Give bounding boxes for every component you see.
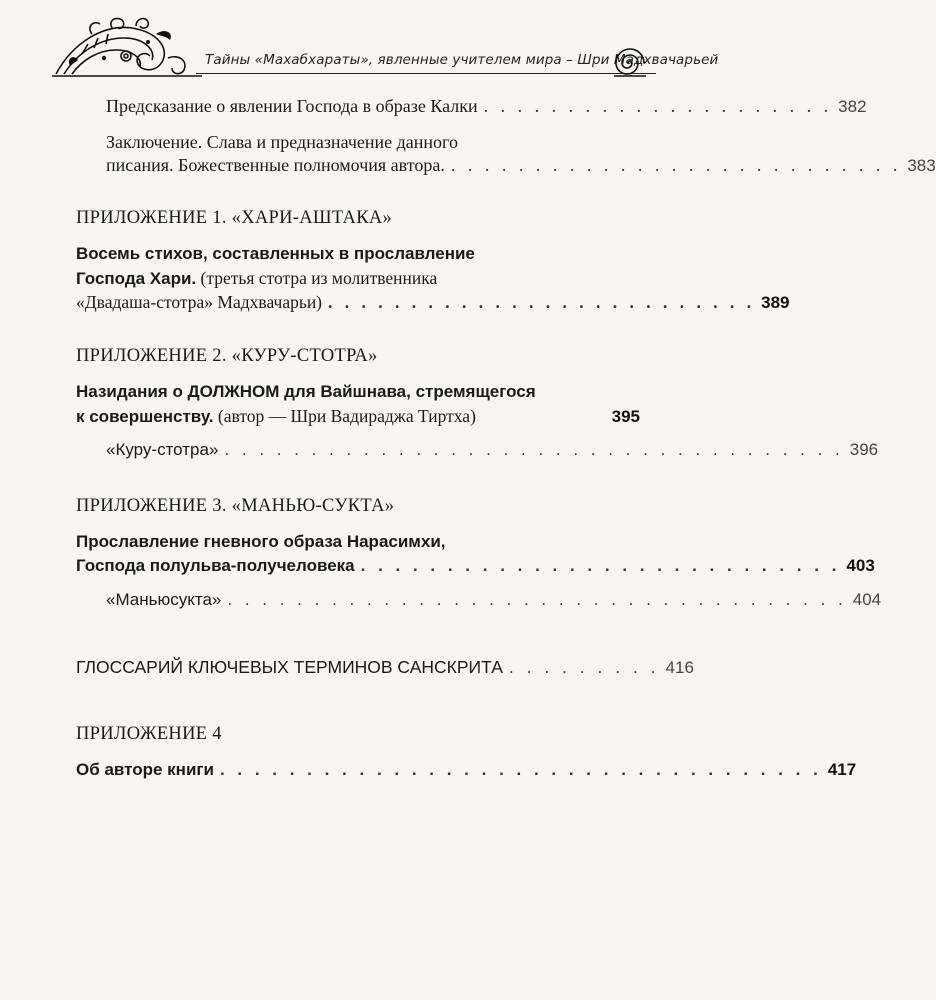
toc-entry-title-line2: писания. Божественные полномочия автора. xyxy=(106,155,445,175)
appendix-2-title-plain2: (автор — Шри Вадираджа Тиртха) xyxy=(213,406,476,426)
appendix-2-line1 xyxy=(76,382,640,402)
toc-entry-manyu-sukta[interactable] xyxy=(106,590,882,610)
appendix-1-title-plain2: (третья стотра из молитвенника xyxy=(196,268,438,288)
toc-entry-manyu-sukta-main[interactable] xyxy=(76,556,875,576)
dot-leader: . . . . . . . . . . . . . . . . . . . . . . . . . . . . . . . . . . . . xyxy=(227,590,847,609)
appendix-1-title-line3: «Двадаша-стотра» Мадхвачарьи) xyxy=(76,292,323,312)
dot-leader: . . . . . . . . . . . . . . . . . . . . . . . . . . . . . . . . . . . . xyxy=(224,440,844,459)
toc-page-number: 395 xyxy=(611,407,640,426)
toc-entry-about-author[interactable] xyxy=(76,760,857,780)
running-title: Тайны «Махабхараты», явленные учителем мира – Шри Мадхвачарьей xyxy=(205,52,719,68)
appendix-1-heading: ПРИЛОЖЕНИЕ 1. «ХАРИ-АШТАКА» xyxy=(76,208,393,228)
dot-leader: . . . . . . . . . . . . . . . . . . . . . . . . . . . xyxy=(450,155,902,175)
toc-entry-conclusion-line1 xyxy=(106,132,640,153)
appendix-1-line2 xyxy=(76,268,640,289)
running-header xyxy=(0,0,719,82)
appendix-1-title-bold1: Восемь стихов, составленных в прославление xyxy=(76,244,475,263)
appendix-3-line1 xyxy=(76,532,640,552)
swirl-ornament-icon xyxy=(612,46,648,80)
appendix-2-title-bold1: Назидания о ДОЛЖНОМ для Вайшнава, стремящегося xyxy=(76,382,536,401)
appendix-3-title-bold2: Господа полульва-получеловека xyxy=(76,556,355,575)
toc-entry-glossary[interactable] xyxy=(76,657,694,678)
appendix-1-line1 xyxy=(76,244,640,264)
appendix-3-title-bold1: Прославление гневного образа Нарасимхи, xyxy=(76,532,446,551)
appendix-1-title-bold2: Господа Хари. xyxy=(76,269,197,288)
toc-entry-conclusion[interactable] xyxy=(106,155,936,176)
toc-sub-title: «Куру-стотра» xyxy=(106,440,219,459)
toc-page-number: 389 xyxy=(761,293,790,312)
appendix-2-heading: ПРИЛОЖЕНИЕ 2. «КУРУ-СТОТРА» xyxy=(76,346,378,366)
appendix-2-title-bold2: к совершенству. xyxy=(76,407,214,426)
toc-entry-hari-ashtaka[interactable] xyxy=(76,292,790,313)
ornament-icon xyxy=(52,14,202,78)
toc-page-number: 416 xyxy=(665,658,694,677)
dot-leader: . . . . . . . . . . . . . . . . . . . . . . . . . . . . . . . . . . . xyxy=(219,760,822,779)
toc-entry-kuru-stotra-main[interactable] xyxy=(76,406,640,427)
dot-leader: . . . . . . . . . . . . . . . . . . . . . . . . . . xyxy=(328,292,756,312)
about-author-title: Об авторе книги xyxy=(76,760,214,779)
header-rule xyxy=(196,73,656,74)
glossary-title: ГЛОССАРИЙ КЛЮЧЕВЫХ ТЕРМИНОВ САНСКРИТА xyxy=(76,657,503,677)
dot-leader: . . . . . . . . . . . . . . . . . . . . . . . . . . . . xyxy=(360,556,841,575)
appendix-4-heading: ПРИЛОЖЕНИЕ 4 xyxy=(76,724,222,744)
dot-leader: . . . . . . . . . xyxy=(508,657,660,677)
toc-page-number: 383 xyxy=(907,156,936,175)
toc-page-number: 396 xyxy=(849,440,879,459)
toc-entry-kalki[interactable] xyxy=(106,96,867,117)
toc-entry-kuru-stotra[interactable] xyxy=(106,440,879,460)
dot-leader: . . . . . . . . . . . . . . . . . . . . . xyxy=(483,96,833,116)
appendix-3-heading: ПРИЛОЖЕНИЕ 3. «МАНЬЮ-СУКТА» xyxy=(76,496,395,516)
toc-page-number: 382 xyxy=(838,97,867,116)
toc-page-number: 404 xyxy=(852,590,882,609)
toc-entry-title: Предсказание о явлении Господа в образе Калки xyxy=(106,96,478,116)
toc-page-number: 417 xyxy=(827,760,857,779)
toc-page-number: 403 xyxy=(846,556,875,575)
toc-entry-title-line1: Заключение. Слава и предназначение данного xyxy=(106,132,458,152)
toc-sub-title: «Маньюсукта» xyxy=(106,590,222,609)
